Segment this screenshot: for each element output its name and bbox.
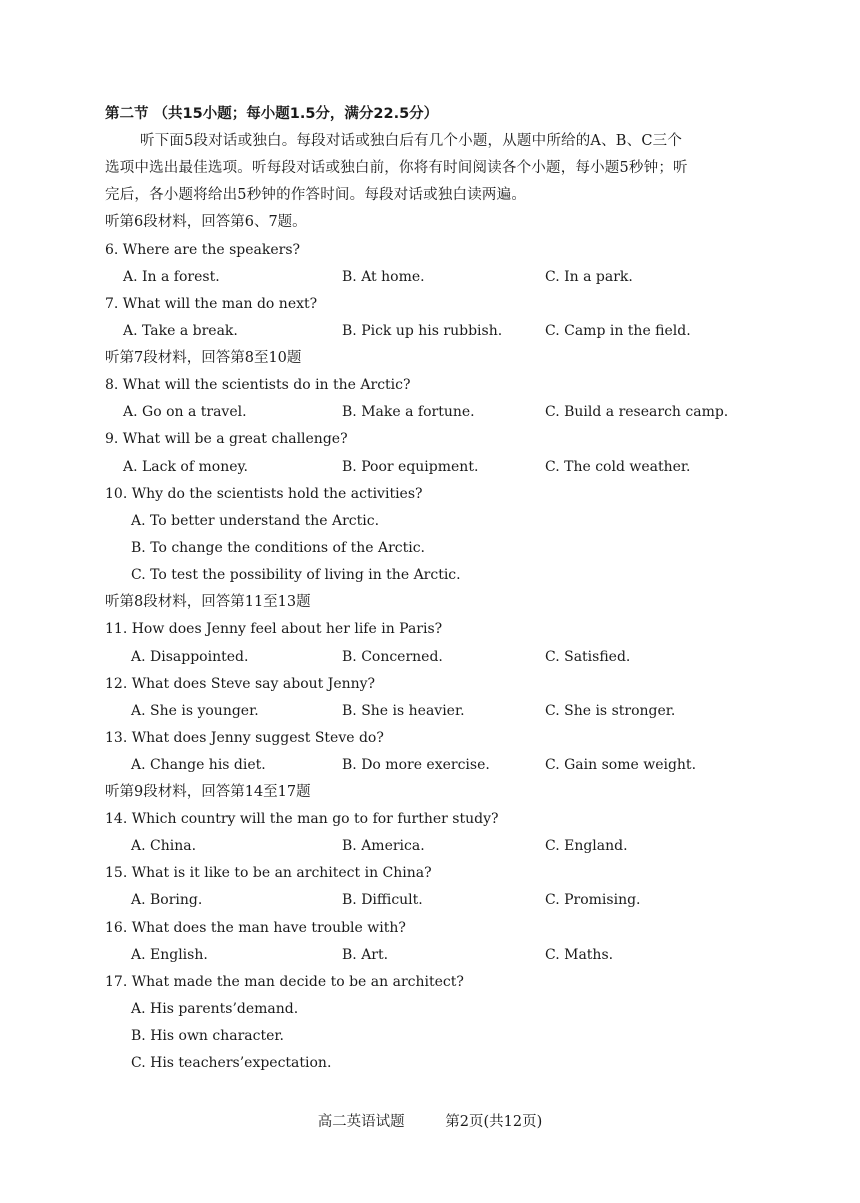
question-stem: 14. Which country will the man go to for further study? — [105, 811, 499, 827]
section-title: 第二节 （共15小题；每小题1.5分，满分22.5分） — [105, 106, 439, 122]
option-a: A. English. — [131, 947, 208, 963]
option-b: B. His own character. — [131, 1028, 284, 1044]
option-c: C. To test the possibility of living in the Arctic. — [131, 567, 461, 583]
option-c: C. The cold weather. — [545, 459, 691, 475]
question-stem: 10. Why do the scientists hold the activities? — [105, 486, 423, 502]
option-b: B. Do more exercise. — [342, 757, 490, 773]
question-stem: 8. What will the scientists do in the Arctic? — [105, 377, 411, 393]
option-c: C. Build a research camp. — [545, 404, 729, 420]
option-b: B. At home. — [342, 269, 425, 285]
option-a: A. Disappointed. — [131, 649, 249, 665]
question-stem: 7. What will the man do next? — [105, 296, 318, 312]
question-stem: 12. What does Steve say about Jenny? — [105, 676, 376, 692]
option-b: B. To change the conditions of the Arctic. — [131, 540, 425, 556]
option-b: B. Pick up his rubbish. — [342, 323, 503, 339]
option-c: C. Gain some weight. — [545, 757, 697, 773]
page-footer — [0, 1110, 860, 1131]
option-a: A. Take a break. — [123, 323, 238, 339]
option-a: A. His parents’demand. — [131, 1001, 299, 1017]
question-stem: 16. What does the man have trouble with? — [105, 920, 406, 936]
group-heading: 听第8段材料，回答第11至13题 — [105, 594, 311, 610]
option-c: C. In a park. — [545, 269, 633, 285]
group-heading: 听第9段材料，回答第14至17题 — [105, 784, 311, 800]
option-a: A. To better understand the Arctic. — [131, 513, 380, 529]
page-number: 第2页(共12页) — [445, 1114, 543, 1130]
option-b: B. America. — [342, 838, 425, 854]
option-c: C. Satisfied. — [545, 649, 631, 665]
group-heading: 听第7段材料，回答第8至10题 — [105, 350, 302, 366]
option-c: C. Maths. — [545, 947, 614, 963]
option-c: C. Promising. — [545, 892, 641, 908]
option-b: B. Art. — [342, 947, 389, 963]
option-a: A. Lack of money. — [123, 459, 248, 475]
option-a: A. Go on a travel. — [123, 404, 247, 420]
option-a: A. Boring. — [131, 892, 203, 908]
option-b: B. Make a fortune. — [342, 404, 475, 420]
instructions-line-3: 完后，各小题将给出5秒钟的作答时间。每段对话或独白读两遍。 — [105, 187, 527, 203]
option-a: A. China. — [131, 838, 197, 854]
option-b: B. Concerned. — [342, 649, 443, 665]
question-stem: 11. How does Jenny feel about her life in Paris? — [105, 621, 443, 637]
option-c: C. Camp in the field. — [545, 323, 691, 339]
option-a: A. She is younger. — [131, 703, 259, 719]
option-b: B. She is heavier. — [342, 703, 465, 719]
option-a: A. Change his diet. — [131, 757, 266, 773]
question-stem: 13. What does Jenny suggest Steve do? — [105, 730, 384, 746]
question-stem: 9. What will be a great challenge? — [105, 431, 348, 447]
instructions-line-2: 选项中选出最佳选项。听每段对话或独白前，你将有时间阅读各个小题，每小题5秒钟；听 — [105, 160, 688, 176]
option-b: B. Difficult. — [342, 892, 423, 908]
option-c: C. His teachers’expectation. — [131, 1055, 332, 1071]
question-stem: 17. What made the man decide to be an architect? — [105, 974, 464, 990]
option-b: B. Poor equipment. — [342, 459, 479, 475]
question-stem: 6. Where are the speakers? — [105, 242, 301, 258]
option-c: C. She is stronger. — [545, 703, 676, 719]
option-c: C. England. — [545, 838, 628, 854]
group-heading: 听第6段材料，回答第6、7题。 — [105, 214, 307, 230]
instructions-line-1: 听下面5段对话或独白。每段对话或独白后有几个小题，从题中所给的A、B、C三个 — [140, 133, 683, 149]
footer-title: 高二英语试题 — [317, 1114, 405, 1130]
question-stem: 15. What is it like to be an architect in China? — [105, 865, 432, 881]
option-a: A. In a forest. — [123, 269, 220, 285]
